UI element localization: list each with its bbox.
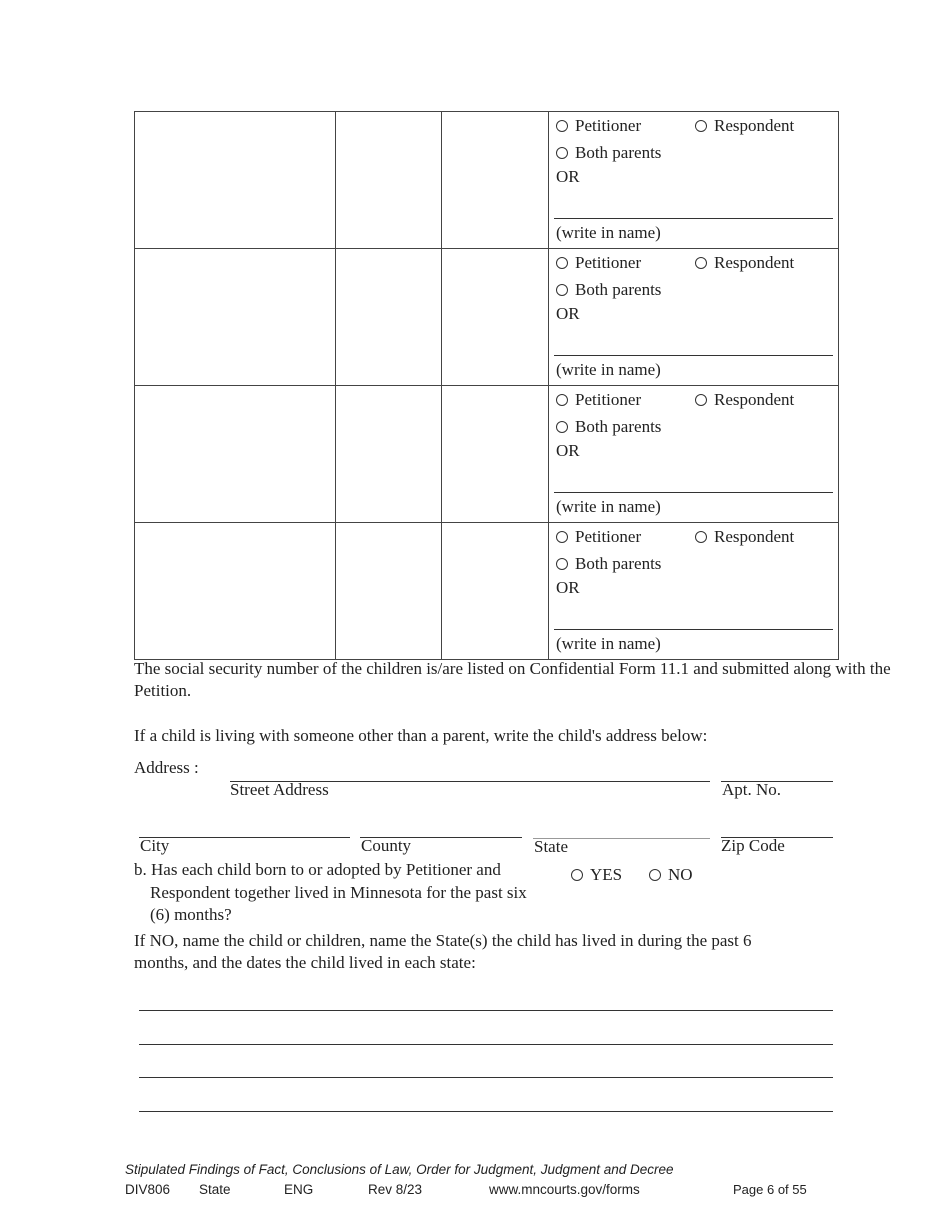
child-row [135, 249, 839, 386]
yes-label: YES [590, 865, 623, 884]
both-parents-radio[interactable] [556, 417, 661, 437]
respondent-label: Respondent [714, 527, 795, 546]
question-b-line2: Respondent together lived in Minnesota for the past six [150, 883, 527, 902]
petitioner-label: Petitioner [575, 253, 642, 272]
zip-code-label: Zip Code [721, 836, 785, 855]
if-no-line2: months, and the dates the child lived in each state: [134, 953, 476, 972]
radio-icon [556, 531, 568, 543]
write-in-name-line[interactable] [554, 629, 833, 630]
birthdate-cell[interactable] [336, 386, 442, 523]
address-intro: If a child is living with someone other than a parent, write the child's address below: [134, 726, 708, 745]
respondent-label: Respondent [714, 390, 795, 409]
petitioner-radio[interactable] [556, 253, 641, 273]
question-b-line3: (6) months? [150, 905, 232, 924]
both-parents-radio[interactable] [556, 143, 661, 163]
respondent-radio[interactable] [695, 116, 794, 136]
footer-title: Stipulated Findings of Fact, Conclusions of Law, Order for Judgment, Judgment and Decree [125, 1162, 674, 1177]
birthdate-cell[interactable] [336, 523, 442, 660]
child-name-cell[interactable] [135, 523, 336, 660]
city-label: City [140, 836, 170, 855]
radio-icon [649, 869, 661, 881]
radio-icon [556, 147, 568, 159]
or-label: OR [556, 304, 580, 323]
state-history-line-1[interactable] [139, 1010, 833, 1011]
write-in-name-line[interactable] [554, 218, 833, 219]
both-parents-radio[interactable] [556, 554, 661, 574]
footer-page-number: Page 6 of 55 [733, 1182, 807, 1197]
write-in-name-label: (write in name) [556, 634, 661, 653]
county-label: County [361, 836, 412, 855]
age-cell[interactable] [442, 249, 549, 386]
both-parents-radio[interactable] [556, 280, 661, 300]
no-label: NO [668, 865, 693, 884]
radio-icon [695, 257, 707, 269]
child-row [135, 386, 839, 523]
petitioner-label: Petitioner [575, 116, 642, 135]
ssn-note: The social security number of the children is/are listed on Confidential Form 11.1 and submitted along with the Petition. [134, 659, 891, 700]
radio-icon [556, 558, 568, 570]
both-parents-label: Both parents [575, 417, 662, 436]
no-radio[interactable] [649, 865, 693, 885]
both-parents-label: Both parents [575, 143, 662, 162]
footer-jurisdiction: State [199, 1182, 231, 1197]
state-label: State [534, 837, 568, 856]
age-cell[interactable] [442, 386, 549, 523]
state-history-line-3[interactable] [139, 1077, 833, 1078]
radio-icon [556, 120, 568, 132]
city-line[interactable] [139, 837, 350, 838]
respondent-label: Respondent [714, 253, 795, 272]
child-name-cell[interactable] [135, 249, 336, 386]
if-no-line1: If NO, name the child or children, name the State(s) the child has lived in during the past 6 [134, 931, 752, 950]
child-row [135, 112, 839, 249]
both-parents-label: Both parents [575, 554, 662, 573]
state-history-line-4[interactable] [139, 1111, 833, 1112]
footer-form-id: DIV806 [125, 1182, 171, 1197]
child-row [135, 523, 839, 660]
child-name-cell[interactable] [135, 112, 336, 249]
footer-revision: Rev 8/23 [368, 1182, 423, 1197]
radio-icon [556, 284, 568, 296]
or-label: OR [556, 441, 580, 460]
respondent-radio[interactable] [695, 390, 794, 410]
age-cell[interactable] [442, 112, 549, 249]
yes-radio[interactable] [571, 865, 622, 885]
write-in-name-label: (write in name) [556, 497, 661, 516]
address-label: Address : [134, 758, 199, 777]
petitioner-radio[interactable] [556, 390, 641, 410]
living-with-cell [549, 386, 839, 523]
both-parents-label: Both parents [575, 280, 662, 299]
birthdate-cell[interactable] [336, 112, 442, 249]
age-cell[interactable] [442, 523, 549, 660]
child-name-cell[interactable] [135, 386, 336, 523]
petitioner-radio[interactable] [556, 116, 641, 136]
or-label: OR [556, 578, 580, 597]
state-history-line-2[interactable] [139, 1044, 833, 1045]
living-with-cell [549, 249, 839, 386]
radio-icon [695, 120, 707, 132]
radio-icon [695, 394, 707, 406]
footer-website[interactable]: www.mncourts.gov/forms [489, 1182, 640, 1197]
children-table [134, 111, 839, 660]
question-b-line1: b. Has each child born to or adopted by Petitioner and [134, 860, 501, 879]
living-with-cell [549, 523, 839, 660]
radio-icon [556, 421, 568, 433]
radio-icon [695, 531, 707, 543]
or-label: OR [556, 167, 580, 186]
living-with-cell [549, 112, 839, 249]
respondent-label: Respondent [714, 116, 795, 135]
street-address-label: Street Address [230, 780, 329, 799]
write-in-name-line[interactable] [554, 355, 833, 356]
birthdate-cell[interactable] [336, 249, 442, 386]
radio-icon [556, 394, 568, 406]
footer-language: ENG [284, 1182, 314, 1197]
petitioner-label: Petitioner [575, 527, 642, 546]
write-in-name-line[interactable] [554, 492, 833, 493]
petitioner-label: Petitioner [575, 390, 642, 409]
respondent-radio[interactable] [695, 253, 794, 273]
radio-icon [571, 869, 583, 881]
write-in-name-label: (write in name) [556, 360, 661, 379]
write-in-name-label: (write in name) [556, 223, 661, 242]
apt-no-label: Apt. No. [722, 780, 782, 799]
radio-icon [556, 257, 568, 269]
petitioner-radio[interactable] [556, 527, 641, 547]
respondent-radio[interactable] [695, 527, 794, 547]
